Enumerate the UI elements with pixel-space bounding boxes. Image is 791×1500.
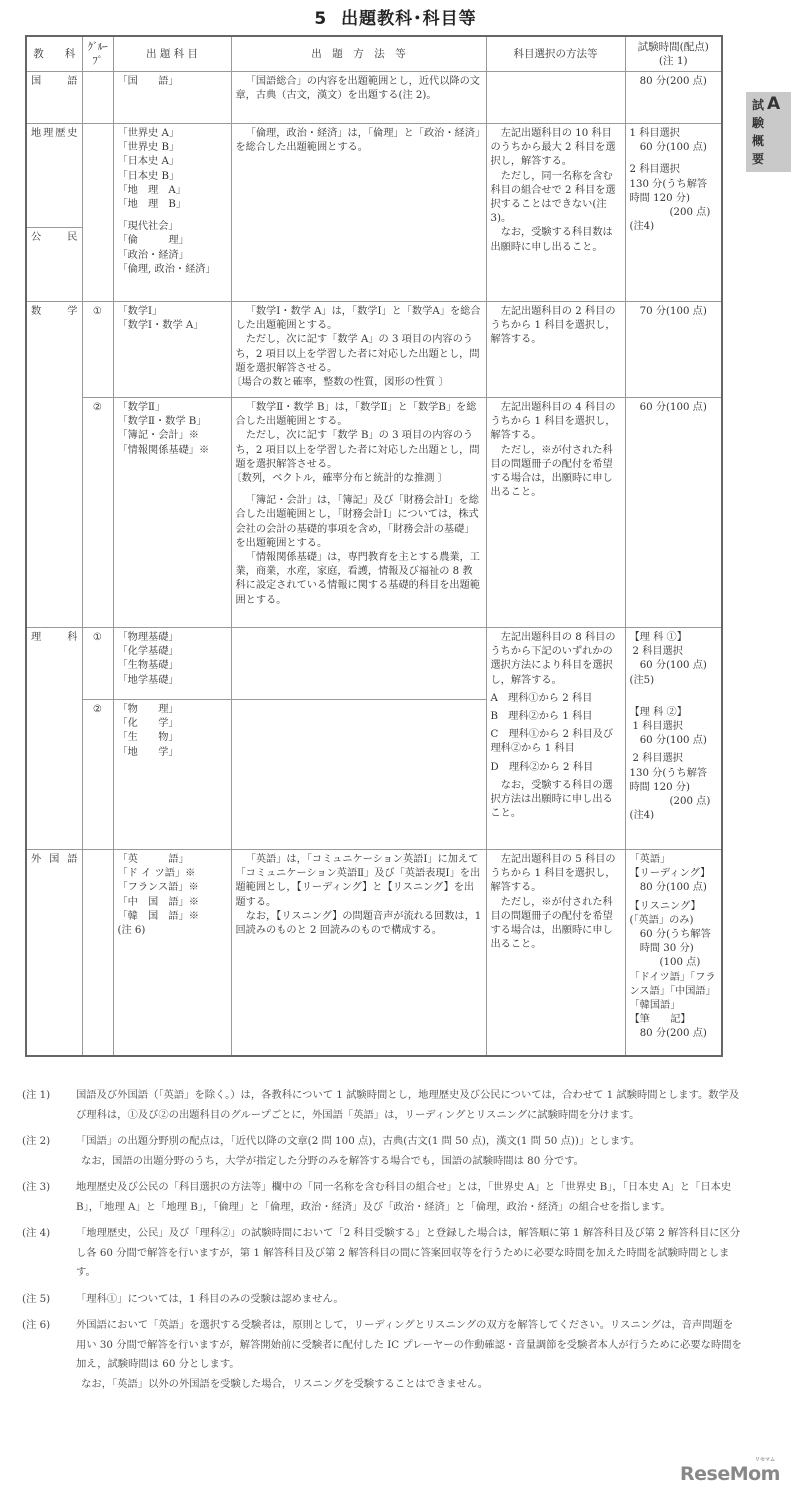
method-cell: 「英語」は，「コミュニケーション英語Ⅰ」に加えて「コミュニケーション英語Ⅱ」及び「英語表現Ⅰ」を出題範囲とし，【リーディング】と【リスニング】を出題する。 なお，【リスニング】の問題音声が流れる回数は，1 回読みのものと 2 回読みのもので構成する。 <box>231 850 486 1056</box>
kyoka-cell: 数 学 <box>26 302 82 628</box>
footnote-label: (注 1) <box>22 1089 51 1101</box>
table-row-sugaku-1 <box>26 302 722 398</box>
footnote-label: (注 5) <box>22 1292 51 1305</box>
subjects-cell: 「数学Ⅱ」 「数学Ⅱ・数学 B」 「簿記・会計」※ 「情報関係基礎」※ <box>113 398 231 628</box>
footnote-2 <box>22 1132 742 1171</box>
resemom-logo: ReseMom リセマム <box>680 1457 780 1485</box>
header-kyoka: 教 科 <box>26 36 82 72</box>
time-cell: 80 分(200 点) <box>625 72 722 124</box>
side-tab-letter: A <box>767 94 781 114</box>
section-title: 出題教科･科目等 <box>341 9 477 29</box>
subjects-cell: 「世界史 A」 「世界史 B」 「日本史 A」 「日本史 B」 「地 理 A」 「地 理 B」 「現代社会」 「倫 理」 「政治・経済」 「倫理, 政治・経済」 <box>113 124 231 302</box>
kyoka-cell: 外国語 <box>26 850 82 1056</box>
subjects-cell: 「物理基礎」 「化学基礎」 「生物基礎」 「地学基礎」 <box>113 628 231 700</box>
selection-cell: 左記出題科目の 10 科目のうちから最大 2 科目を選択し，解答する。 ただし，同一名称を含む科目の組合せで 2 科目を選択することはできない(注 3)。 なお，受験する科目数は出願時に申し出ること。 <box>486 124 625 302</box>
selection-cell <box>486 72 625 124</box>
footnote-text-after: なお，国語の出題分野のうち，大学が指定した分野のみを解答する場合でも，国語の試験時間は 80 分です。 <box>81 1154 584 1167</box>
footnote-label: (注 3) <box>22 1181 51 1193</box>
header-time: 試験時間(配点) (注 1) <box>625 36 722 72</box>
time-cell: 【理 科 ①】 2 科目選択 60 分(100 点) (注5) 【理 科 ②】 1 科目選択 60 分(100 点) 2 科目選択 130 分(うち解答 時間 120 分) (200 点) (注4) <box>625 628 722 850</box>
footnote-text: 「国語」の出題分野別の配点は，「近代以降の文章(2 問 100 点)，古典(古文(1 問 50 点)，漢文(1 問 50 点))」とします。 <box>76 1135 640 1147</box>
footnote-5 <box>22 1290 742 1310</box>
footnote-1 <box>22 1086 742 1125</box>
subjects-cell: 「英 語」 「ド イ ツ語」※ 「フランス語」※ 「中 国 語」※ 「韓 国 語」※ (注 6) <box>113 850 231 1056</box>
method-cell: 「数学Ⅰ・数学 A」は，「数学Ⅰ」と「数学A」を総合した出題範囲とする。 ただし，次に記す「数学 A」の 3 項目の内容のうち，2 項目以上を学習した者に対応した出題とし，問題を選択解答させる。 〔場合の数と確率，整数の性質，図形の性質 〕 <box>231 302 486 398</box>
table-row-sugaku-2 <box>26 398 722 628</box>
side-tab-exam-overview[interactable] <box>746 92 791 172</box>
time-cell: 1 科目選択 60 分(100 点) 2 科目選択 130 分(うち解答 時間 120 分) (200 点) (注4) <box>625 124 722 302</box>
subjects-cell: 「数学Ⅰ」 「数学Ⅰ・数学 A」 <box>113 302 231 398</box>
selection-cell: 左記出題科目の 4 科目のうちから 1 科目を選択し，解答する。 ただし，※が付された科目の問題冊子の配付を希望する場合は，出願時に申し出ること。 <box>486 398 625 628</box>
group-cell <box>82 850 113 1056</box>
group-cell: ① <box>82 302 113 398</box>
footnote-text: 「理科①」については，1 科目のみの受験は認めません。 <box>76 1292 344 1305</box>
footnote-label: (注 4) <box>22 1227 51 1239</box>
table-row-gaikokugo <box>26 850 722 1056</box>
group-cell: ② <box>82 398 113 628</box>
footnote-label: (注 6) <box>22 1319 51 1331</box>
footnote-text: 国語及び外国語（「英語」を除く。）は，各教科について 1 試験時間とし，地理歴史及び公民については，合わせて 1 試験時間とします。数学及び理科は，①及び②の出題科目のグループごとに，外国語「英語」は，リーディングとリスニングに試験時間を分けます。 <box>76 1089 740 1121</box>
footnote-text: 外国語において「英語」を選択する受験者は，原則として，リーディングとリスニングの双方を解答してください。リスニングは，音声問題を用い 30 分間で解答を行いますが，解答開始前に受験者に配付した IC プレーヤーの作動確認・音量調節を受験者本人が行うために必要な時間を加え，試験時間は 60 分とします。 <box>76 1319 742 1370</box>
table-header-row <box>26 36 722 72</box>
kyoka-cell: 公 民 <box>26 228 82 302</box>
method-cell: 「数学Ⅱ・数学 B」は，「数学Ⅱ」と「数学B」を総合した出題範囲とする。 ただし，次に記す「数学 B」の 3 項目の内容のうち，2 項目以上を学習した者に対応した出題とし，問題を選択解答させる。 〔数列，ベクトル，確率分布と統計的な推測 〕 「簿記・会計」は，「簿記」及び「財務会計Ⅰ」を総合した出題範囲とし，「財務会計Ⅰ」については，株式会社の会計の基礎的事項を含め，「財務会計の基礎」を出題範囲とする。 「情報関係基礎」は，専門教育を主とする農業，工業，商業，水産，家庭，看護，情報及び福祉の 8 教科に設定されている情報に関する基礎的科目を出題範囲とする。 <box>231 398 486 628</box>
group-cell <box>82 124 113 302</box>
exam-subjects-table <box>25 35 723 1057</box>
page-title <box>0 4 791 29</box>
selection-cell: 左記出題科目の 8 科目のうちから下記のいずれかの選択方法により科目を選択し，解答する。 A 理科①から 2 科目 B 理科②から 1 科目 C 理科①から 2 科目及び理科②から 1 科目 D 理科②から 2 科目 なお，受験する科目の選択方法は出願時に申し出ること。 <box>486 628 625 850</box>
kyoka-cell: 国 語 <box>26 72 82 124</box>
footnote-text-after: なお，「英語」以外の外国語を受験した場合，リスニングを受験することはできません。 <box>81 1377 489 1390</box>
header-method: 出 題 方 法 等 <box>231 36 486 72</box>
time-cell: 「英語」 【リーディング】 80 分(100 点) 【リスニング】 (「英語」のみ) 60 分(うち解答 時間 30 分) (100 点) 「ドイツ語」「フランス語」「中国語」「韓国語」 【筆 記】 80 分(200 点) <box>625 850 722 1056</box>
time-cell: 60 分(100 点) <box>625 398 722 628</box>
header-subjects: 出 題 科 目 <box>113 36 231 72</box>
footnote-6 <box>22 1316 742 1394</box>
selection-cell: 左記出題科目の 2 科目のうちから 1 科目を選択し，解答する。 <box>486 302 625 398</box>
group-cell: ① <box>82 628 113 700</box>
method-cell: 「倫理，政治・経済」は，「倫理」と「政治・経済」を総合した出題範囲とする。 <box>231 124 486 302</box>
method-cell <box>231 628 486 700</box>
selection-cell: 左記出題科目の 5 科目のうちから 1 科目を選択し，解答する。 ただし，※が付された科目の問題冊子の配付を希望する場合は，出願時に申し出ること。 <box>486 850 625 1056</box>
section-number: 5 <box>314 9 328 29</box>
method-cell: 「国語総合」の内容を出題範囲とし，近代以降の文章，古典（古文，漢文）を出題する(注 2)。 <box>231 72 486 124</box>
side-tab-label: 試験概要 <box>752 98 765 166</box>
kyoka-cell: 地理歴史 <box>26 124 82 228</box>
footnote-text: 地理歴史及び公民の「科目選択の方法等」欄中の「同一名称を含む科目の組合せ」とは，「世界史 A」と「世界史 B」，「日本史 A」と「日本史 B」，「地理 A」と「地理 B」，「倫理」と「倫理，政治・経済」及び「政治・経済」と「倫理，政治・経済」の組合せを指します。 <box>76 1181 732 1213</box>
header-group: ｸﾞﾙｰﾌﾟ <box>82 36 113 72</box>
footnote-label: (注 2) <box>22 1135 51 1147</box>
group-cell: ② <box>82 700 113 850</box>
footnote-3 <box>22 1178 742 1217</box>
header-selection: 科目選択の方法等 <box>486 36 625 72</box>
subjects-cell: 「国 語」 <box>113 72 231 124</box>
footnotes <box>22 1086 742 1401</box>
footnote-text: 「地理歴史，公民」及び「理科②」の試験時間において「2 科目受験する」と登録した場合は，解答順に第 1 解答科目及び第 2 解答科目に区分し各 60 分間で解答を行いますが，第 1 解答科目及び第 2 解答科目の間に答案回収等を行うために必要な時間を加えた時間を試験時間とします。 <box>76 1227 741 1278</box>
group-cell <box>82 72 113 124</box>
table-row-rika-1 <box>26 628 722 700</box>
footnote-4 <box>22 1224 742 1283</box>
subjects-cell: 「物 理」 「化 学」 「生 物」 「地 学」 <box>113 700 231 850</box>
table-row-chireki <box>26 124 722 228</box>
kyoka-cell: 理 科 <box>26 628 82 850</box>
time-cell: 70 分(100 点) <box>625 302 722 398</box>
table-row-kokugo <box>26 72 722 124</box>
method-cell <box>231 700 486 850</box>
